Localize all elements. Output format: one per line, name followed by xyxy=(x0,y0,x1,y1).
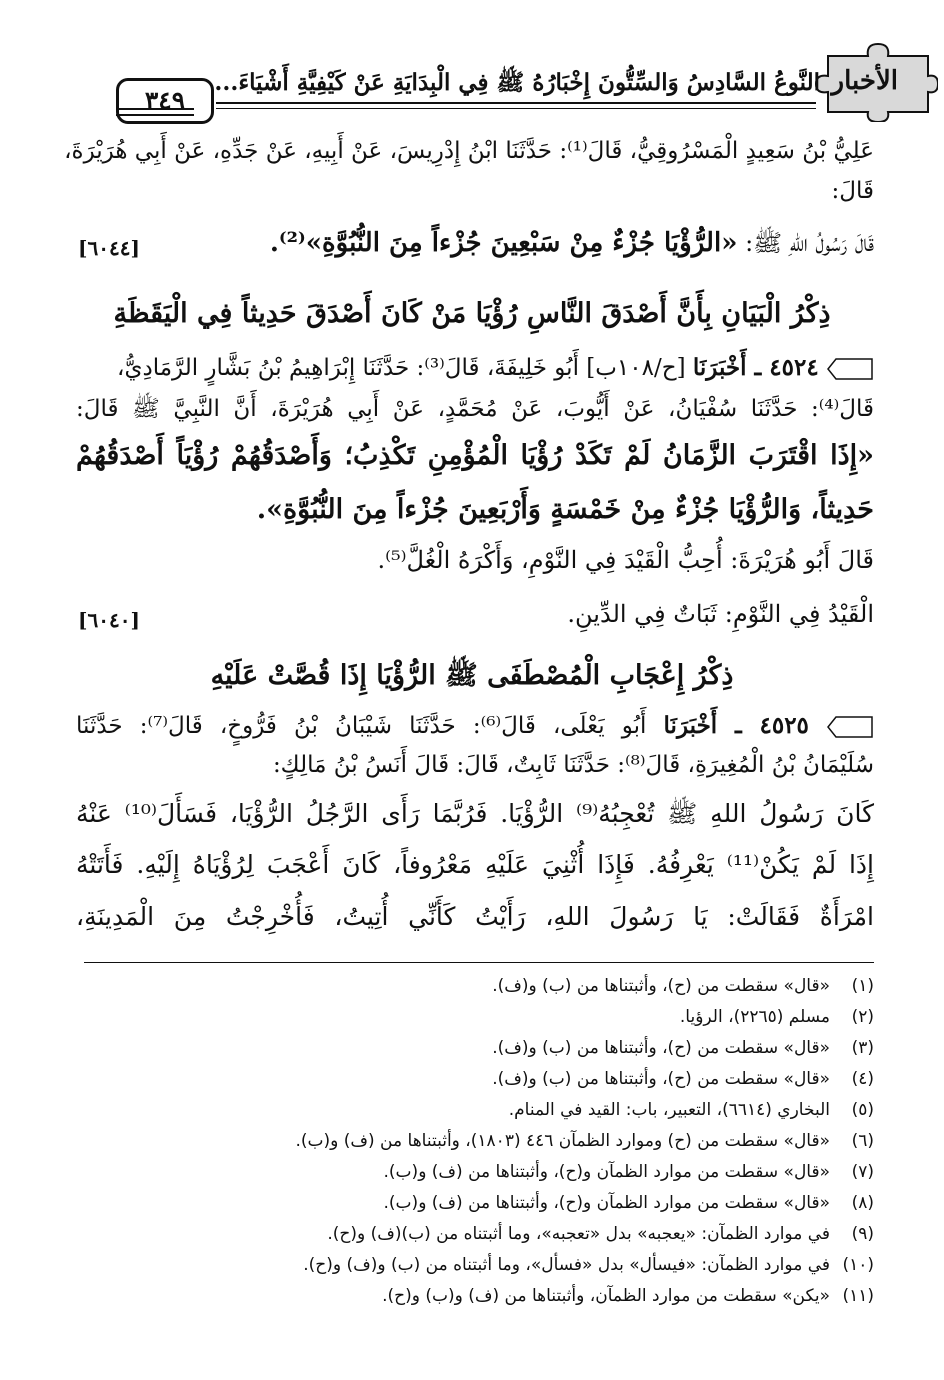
footnote-item xyxy=(509,1100,874,1120)
footnote-item xyxy=(492,976,874,996)
text-line-1: عَلِيُّ بْنُ سَعِيدٍ الْمَسْرُوقِيُّ، قَالَ⁽¹⁾: حَدَّثَنَا ابْنُ إِدْرِيسَ، عَنْ أَبِيهِ، عَنْ جَدِّهِ، عَنْ أَبِي هُرَيْرَةَ، xyxy=(64,138,874,164)
footnote-number: (١) xyxy=(851,976,874,996)
footnote-number: (٥) xyxy=(851,1100,874,1120)
footnote-item xyxy=(492,1038,874,1058)
footnote-text: في موارد الظمآن: «فيسأل» بدل «فسأل»، وما أثبتناه من (ب) و(ف) و(ح). xyxy=(303,1255,830,1275)
hadith-intro-line xyxy=(76,354,874,382)
footnote-text: «يكن» سقطت من موارد الظمآن، وأثبتناها من (ف) و(ب) و(ح). xyxy=(382,1286,830,1306)
footnote-item xyxy=(295,1131,874,1151)
footnote-text: «قال» سقطت من (ح)، وأثبتناها من (ب) و(ف). xyxy=(492,976,830,996)
footnote-item xyxy=(327,1224,874,1244)
hadith-number: ٤٥٢٤ ـ أَخْبَرَنَا xyxy=(692,354,819,381)
footnote-item xyxy=(303,1255,874,1275)
hadith-matn-2: حَدِيثاً، وَالرُّؤْيَا جُزْءٌ مِنْ خَمْسَةٍ وَأَرْبَعِينَ جُزْءاً مِنَ النُّبُوَّةِ». xyxy=(256,494,874,525)
isnad-text: أَبُو يَعْلَى، قَالَ⁽⁶⁾: حَدَّثَنَا شَيْبَانُ بْنُ فَرُّوخٍ، قَالَ⁽⁷⁾: حَدَّثَنَا xyxy=(76,713,647,739)
footnote-text: البخاري (٦٦١٤)، التعبير، باب: القيد في المنام. xyxy=(508,1100,830,1120)
footnote-number: (٦) xyxy=(851,1131,874,1151)
hadith-matn-1: «إِذَا اقْتَرَبَ الزَّمَانُ لَمْ تَكَدْ رُؤْيَا الْمُؤْمِنِ تَكْذِبُ؛ وَأَصْدَقُهُمْ رُؤْيَاً أَصْدَقُهُمْ xyxy=(76,440,874,471)
text-line-8: قَالَ أَبُو هُرَيْرَةَ: أُحِبُّ الْقَيْدَ فِي النَّوْمِ، وَأَكْرَهُ الْغُلَّ⁽⁵⁾. xyxy=(377,546,874,574)
footnote-number: (١١) xyxy=(842,1286,874,1306)
footnote-number: (٣) xyxy=(851,1038,874,1058)
text-line-5: قَالَ⁽⁴⁾: حَدَّثَنَا سُفْيَانُ، عَنْ أَيُّوبَ، عَنْ مُحَمَّدٍ، عَنْ أَبِي هُرَيْرَةَ، أَنَّ النَّبِيَّ ﷺ قَالَ: xyxy=(76,396,874,422)
running-title: النَّوعُ السَّادِسُ وَالسِّتُّونَ إِخْبَارُهُ ﷺ فِي الْبِدَايَةِ عَنْ كَيْفِيَّةِ أَشْيَاءَ... xyxy=(214,69,820,96)
puzzle-badge xyxy=(810,42,938,122)
footnote-number: (٢) xyxy=(851,1007,874,1027)
header-rule xyxy=(216,102,816,104)
footnote-number: (٩) xyxy=(851,1224,874,1244)
text-line-12: كَانَ رَسُولُ اللهِ ﷺ تُعْجِبُهُ⁽⁹⁾ الرُّؤْيَا. فَرُبَّمَا رَأَى الرَّجُلُ الرُّؤْيَا، فَسَأَلَ⁽¹⁰⁾ عَنْهُ xyxy=(76,799,875,828)
page-header xyxy=(78,42,938,122)
footnote-text: «قال» سقطت من موارد الظمآن و(ح)، وأثبتناها من (ف) و(ب). xyxy=(383,1162,830,1182)
text-line-2: قَالَ: xyxy=(831,178,874,204)
footnote-item xyxy=(384,1193,874,1213)
footnote-number: (١٠) xyxy=(842,1255,874,1275)
footnote-text: «قال» سقطت من (ح)، وأثبتناها من (ب) و(ف). xyxy=(492,1069,830,1089)
akhbarana-tag-icon xyxy=(826,714,874,740)
footnote-number: (٧) xyxy=(851,1162,874,1182)
footnote-text: «قال» سقطت من (ح) وموارد الظمآن ٤٤٦ (١٨٠٣)، وأثبتناها من (ف) و(ب). xyxy=(295,1131,830,1151)
footnote-text: «قال» سقطت من (ح)، وأثبتناها من (ب) و(ف). xyxy=(492,1038,830,1058)
text-line-3 xyxy=(270,228,874,263)
hadith-intro-line-2 xyxy=(76,712,874,740)
text-line-11: سُلَيْمَانُ بْنُ الْمُغِيرَةِ، قَالَ⁽⁸⁾: حَدَّثَنَا ثَابِتٌ، قَالَ: قَالَ أَنَسُ بْنُ مَالِكٍ: xyxy=(272,752,874,778)
page-number: ٣٤٩ xyxy=(116,78,214,124)
speaker: قَالَ رَسُولُ اللهِ ﷺ: xyxy=(745,229,874,257)
footnote-item xyxy=(492,1069,874,1089)
isnad-text: [ح/١٠٨ب] أَبُو خَلِيفَةَ، قَالَ⁽³⁾: حَدَّثَنَا إِبْرَاهِيمُ بْنُ بَشَّارٍ الرَّمَادِيُّ، xyxy=(117,355,686,381)
footnote-separator xyxy=(84,962,874,963)
text-line-13: إِذَا لَمْ يَكُنْ⁽¹¹⁾ يَعْرِفُهُ. فَإِذَا أُثْنِيَ عَلَيْهِ مَعْرُوفاً، كَانَ أَعْجَبَ لِرُؤْيَاهُ إِلَيْهِ. فَأَتَتْهُ xyxy=(76,850,875,879)
footnote-text: «قال» سقطت من موارد الظمآن و(ح)، وأثبتناها من (ف) و(ب). xyxy=(383,1193,830,1213)
akhbarana-tag-icon xyxy=(826,356,874,382)
footnote-text: مسلم (٢٢٦٥)، الرؤيا. xyxy=(679,1007,830,1027)
hadith-quote: «الرُّؤْيَا جُزْءٌ مِنْ سَبْعِينَ جُزْءاً مِنَ النُّبُوَّةِ»⁽²⁾. xyxy=(269,228,738,258)
badge-text: الأخبار xyxy=(831,66,898,96)
text-line-14: امْرَأَةٌ فَقَالَتْ: يَا رَسُولَ اللهِ، رَأَيْتُ كَأَنِّي أُتِيتُ، فَأُخْرِجْتُ مِنَ الْمَدِينَةِ، xyxy=(76,902,874,931)
footnote-item xyxy=(680,1007,874,1027)
section-heading: ذِكْرُ الْبَيَانِ بِأَنَّ أَصْدَقَ النَّاسِ رُؤْيَا مَنْ كَانَ أَصْدَقَ حَدِيثاً فِي الْيَقَظَةِ xyxy=(113,298,831,329)
footnote-item xyxy=(382,1286,874,1306)
reference-number-2: [٦٠٤٠] xyxy=(78,608,140,632)
header-rule-thin xyxy=(216,108,816,109)
footnote-number: (٨) xyxy=(851,1193,874,1213)
footnote-item xyxy=(384,1162,874,1182)
text-line-9: الْقَيْدُ فِي النَّوْمِ: ثَبَاتٌ فِي الدِّينِ. xyxy=(567,600,874,628)
footnote-text: في موارد الظمآن: «يعجبه» بدل «تعجبه»، وما أثبتناه من (ب)(ف) و(ح). xyxy=(327,1224,830,1244)
footnote-number: (٤) xyxy=(851,1069,874,1089)
reference-number: [٦٠٤٤] xyxy=(78,236,140,260)
hadith-number: ٤٥٢٥ ـ أَخْبَرَنَا xyxy=(663,712,809,739)
section-heading-2: ذِكْرُ إِعْجَابِ الْمُصْطَفَى ﷺ الرُّؤْيَا إِذَا قُصَّتْ عَلَيْهِ xyxy=(210,660,734,691)
